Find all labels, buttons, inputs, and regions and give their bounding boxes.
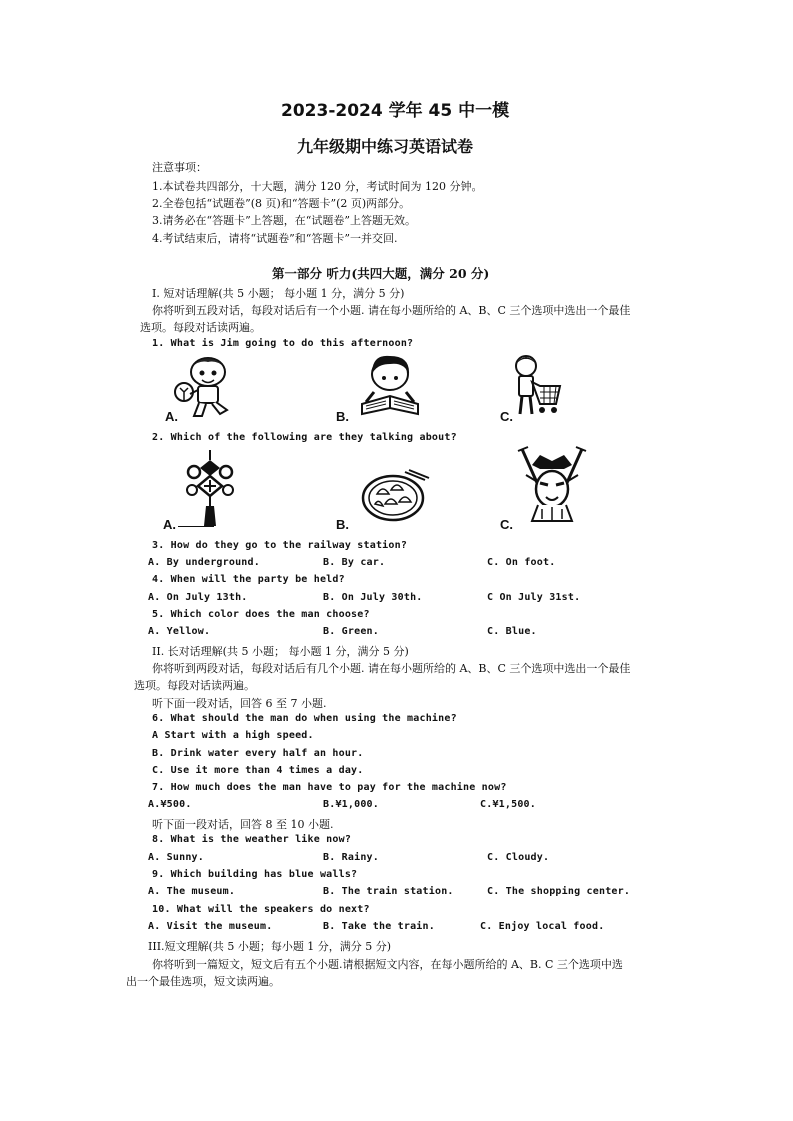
dialogue-lead-1: 听下面一段对话，回答 6 至 7 小题. — [152, 697, 327, 710]
q2-a-underline — [178, 526, 214, 527]
q3-option-b: B. By car. — [323, 557, 386, 568]
q6-option-b: B. Drink water every half an hour. — [152, 748, 364, 759]
question-1: 1. What is Jim going to do this afternoon? — [152, 338, 414, 349]
section1-heading: I. 短对话理解(共 5 小题； 每小题 1 分，满分 5 分) — [152, 287, 405, 300]
note-item: 1.本试卷共四部分，十大题，满分 120 分，考试时间为 120 分钟。 — [152, 180, 483, 193]
boy-playing-football-image — [172, 352, 242, 422]
q6-option-c: C. Use it more than 4 times a day. — [152, 765, 364, 776]
question-2: 2. Which of the following are they talking about? — [152, 432, 457, 443]
q7-option-a: A.¥500. — [148, 799, 192, 810]
q1-option-b-label: B. — [336, 409, 349, 424]
section2-instructions-cont: 选项。每段对话读两遍。 — [134, 679, 255, 692]
chinese-knot-image — [180, 450, 240, 530]
q4-option-b: B. On July 30th. — [323, 592, 423, 603]
note-item: 3.请务必在“答题卡”上答题，在“试题卷”上答题无效。 — [152, 214, 416, 227]
section2-instructions: 你将听到两段对话，每段对话后有几个小题. 请在每小题所给的 A、B、C 三个选项中选出一个最佳 — [152, 662, 631, 675]
question-9: 9. Which building has blue walls? — [152, 869, 358, 880]
exam-title: 2023-2024 学年 45 中一模 — [281, 101, 510, 121]
question-3: 3. How do they go to the railway station? — [152, 540, 408, 551]
q5-option-b: B. Green. — [323, 626, 379, 637]
question-4: 4. When will the party be held? — [152, 574, 345, 585]
q8-option-c: C. Cloudy. — [487, 852, 550, 863]
peking-opera-mask-image — [512, 445, 592, 527]
q9-option-c: C. The shopping center. — [487, 886, 631, 897]
dumplings-bowl-image — [355, 466, 433, 526]
question-6: 6. What should the man do when using the machine? — [152, 713, 457, 724]
section3-instructions-cont: 出一个最佳选项，短文读两遍。 — [126, 975, 280, 988]
q9-option-b: B. The train station. — [323, 886, 454, 897]
question-7: 7. How much does the man have to pay for the machine now? — [152, 782, 507, 793]
question-10: 10. What will the speakers do next? — [152, 904, 370, 915]
q2-option-b-label: B. — [336, 517, 349, 532]
q7-option-b: B.¥1,000. — [323, 799, 379, 810]
note-item: 4.考试结束后，请将“试题卷”和“答题卡”一并交回. — [152, 232, 398, 245]
q9-option-a: A. The museum. — [148, 886, 236, 897]
dialogue-lead-2: 听下面一段对话，回答 8 至 10 小题. — [152, 818, 334, 831]
q10-option-b: B. Take the train. — [323, 921, 435, 932]
q8-option-a: A. Sunny. — [148, 852, 204, 863]
q5-option-a: A. Yellow. — [148, 626, 211, 637]
notes-heading: 注意事项： — [152, 161, 207, 174]
section2-heading: II. 长对话理解(共 5 小题； 每小题 1 分，满分 5 分) — [152, 645, 409, 658]
section3-heading: III.短文理解(共 5 小题；每小题 1 分，满分 5 分) — [148, 940, 392, 953]
q4-option-c: C On July 31st. — [487, 592, 581, 603]
q1-option-c-label: C. — [500, 409, 513, 424]
question-8: 8. What is the weather like now? — [152, 834, 352, 845]
q3-option-c: C. On foot. — [487, 557, 556, 568]
boy-reading-book-image — [352, 352, 427, 422]
q3-option-a: A. By underground. — [148, 557, 260, 568]
q2-option-a-label: A. — [163, 517, 176, 532]
q1-option-a-label: A. — [165, 409, 178, 424]
q6-option-a: A Start with a high speed. — [152, 730, 314, 741]
q10-option-c: C. Enjoy local food. — [480, 921, 605, 932]
q2-option-c-label: C. — [500, 517, 513, 532]
q8-option-b: B. Rainy. — [323, 852, 379, 863]
q4-option-a: A. On July 13th. — [148, 592, 248, 603]
q5-option-c: C. Blue. — [487, 626, 537, 637]
note-item: 2.全卷包括“试题卷”(8 页)和“答题卡”(2 页)两部分。 — [152, 197, 411, 210]
q7-option-c: C.¥1,500. — [480, 799, 536, 810]
section1-instructions: 你将听到五段对话，每段对话后有一个小题. 请在每小题所给的 A、B、C 三个选项中选出一个最佳 — [152, 304, 631, 317]
exam-subtitle: 九年级期中练习英语试卷 — [297, 137, 474, 156]
q10-option-a: A. Visit the museum. — [148, 921, 273, 932]
section1-instructions-cont: 选项。每段对话读两遍。 — [140, 321, 261, 334]
boy-shopping-cart-image — [510, 352, 565, 422]
section3-instructions: 你将听到一篇短文，短文后有五个小题.请根据短文内容，在每小题所给的 A、B. C 三个选项中选 — [152, 958, 623, 971]
question-5: 5. Which color does the man choose? — [152, 609, 370, 620]
part1-heading: 第一部分 听力(共四大题，满分 20 分) — [272, 266, 490, 281]
